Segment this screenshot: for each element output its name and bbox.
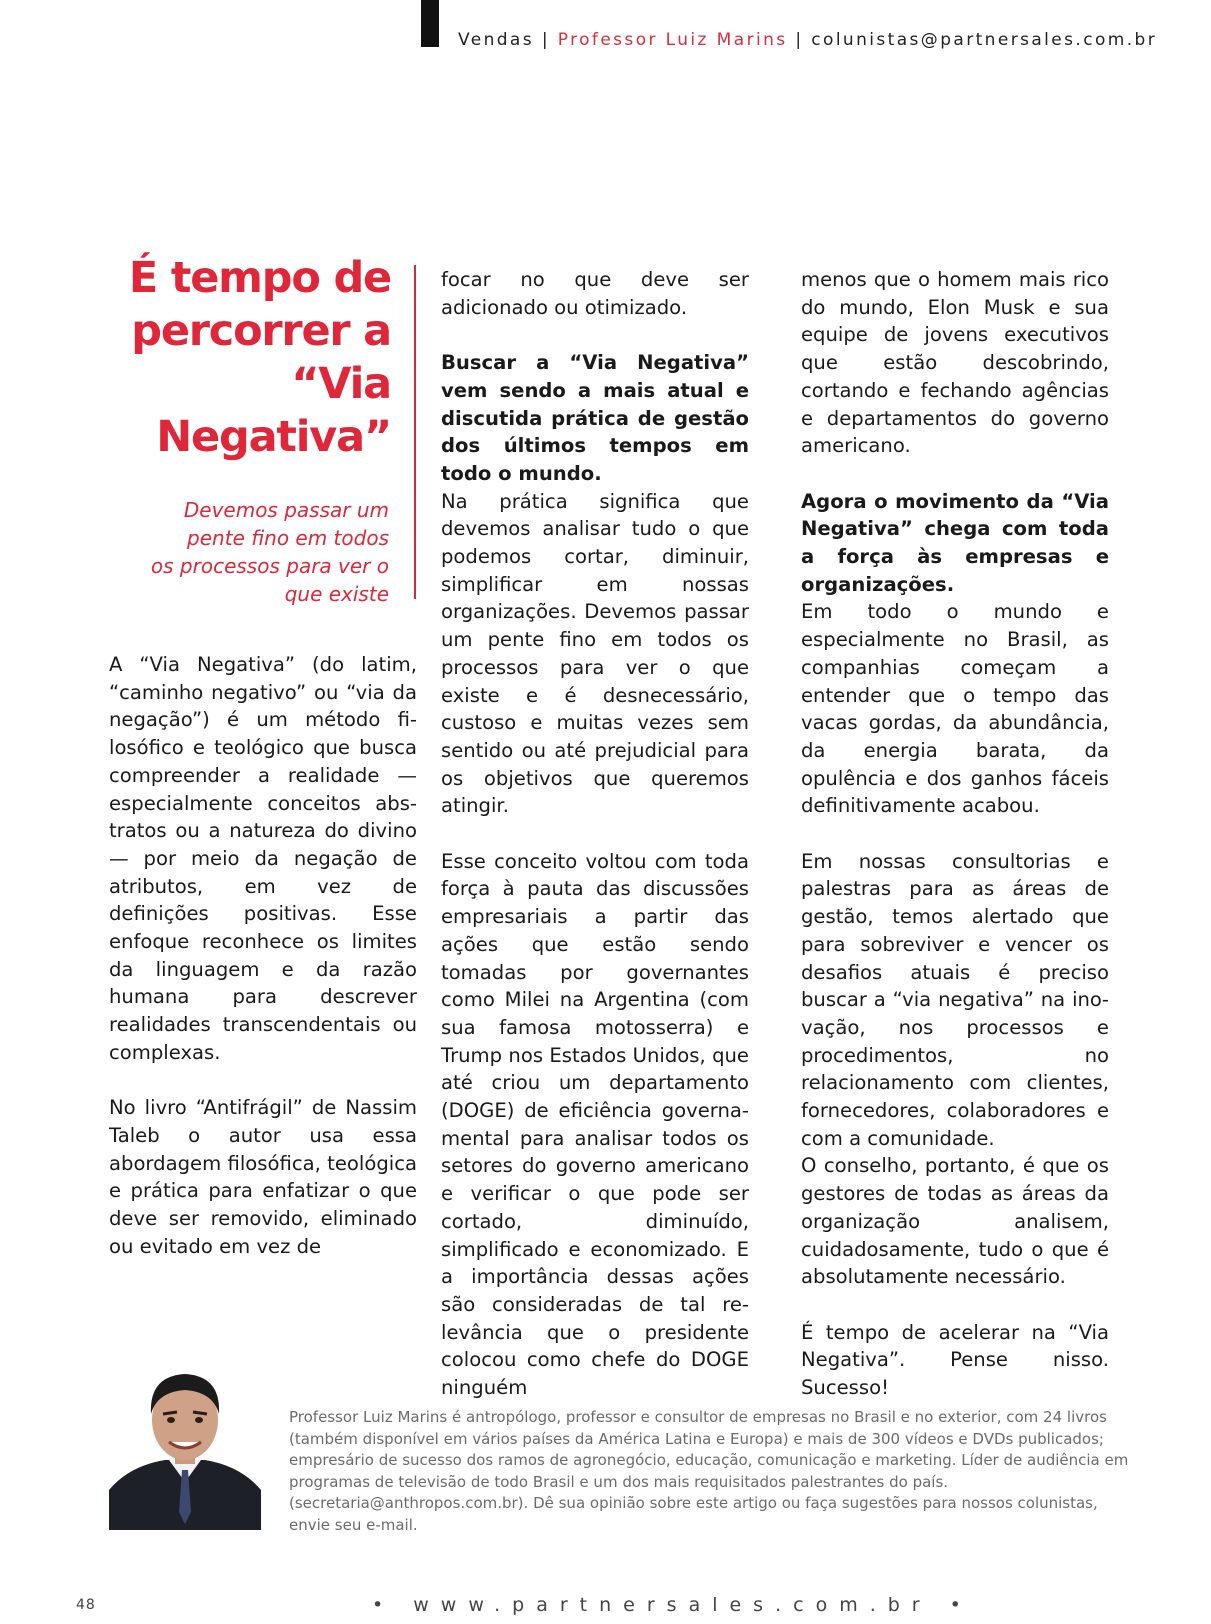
- footer-website: • www.partnersales.com.br •: [372, 1594, 973, 1616]
- paragraph: focar no que deve ser adicionado ou otimizado.: [441, 268, 749, 319]
- author-photo: [109, 1362, 261, 1530]
- pull-quote-line: Devemos passar um: [183, 498, 389, 522]
- pull-quote-line: pente fino em todos: [187, 526, 389, 550]
- bold-lead: Buscar a “Via Negativa” vem sendo a mais atual e discutida prática de gestão dos últimos tempos em todo o mundo.: [441, 351, 749, 485]
- pull-quote-line: os processos para ver o: [150, 554, 389, 578]
- title-line: “Via Negativa”: [156, 359, 391, 462]
- paragraph: Na prática significa que devemos analisar tudo o que podemos cortar, diminuir, simplificar em nossas organizações. Devemos passar um pente fino em todos os processos para ver o que existe e é desnecessário, custoso e muitas vezes sem sentido ou até prejudicial para os objetivos que queremos atingir.: [441, 489, 749, 818]
- header-separator: |: [787, 30, 812, 50]
- paragraph: Esse conceito voltou com toda força à pauta das discussões empresariais a partir das ações que estão sendo tomadas por governantes como Milei na Argentina (com sua famosa motosserra) e Trump nos Estados Unidos, que até criou um departamento (DOGE) de eficiência governamental para analisar todos os setores do governo americano e verificar o que pode ser cortado, diminuído, simplificado e economizado. E a importância dessas ações são consideradas de tal relevância que o presidente colocou como chefe do DOGE ninguém: [441, 849, 749, 1400]
- author-bio: Professor Luiz Marins é antropólogo, professor e consultor de empresas no Brasil e no exterior, com 24 livros (também disponível em vários países da América Latina e Europa) e mais de 300 vídeos e DVDs publicados; empresário de sucesso dos ramos de agronegócio, educação, comunicação e marketing. Líder de audiência em programas de televisão de todo Brasil e um dos mais requisitados palestrantes do país. (secretaria@anthropos.com.br). Dê sua opinião sobre este artigo ou faça sugestões para nossos colunistas, envie seu e-mail.: [289, 1408, 1129, 1534]
- paragraph: No livro “Antifrágil” de Nassim Taleb o autor usa essa abordagem filosófica, teológica e prática para enfatizar o que deve ser removido, eliminado ou evitado em vez de: [109, 1096, 417, 1258]
- title-line: percorrer a: [131, 306, 391, 356]
- paragraph: O conselho, portanto, é que os gestores de todas as áreas da organização analisem, cuidadosamente, tudo o que é absolutamente necessário.: [801, 1154, 1109, 1289]
- running-header: [458, 30, 1157, 50]
- article-title: [51, 252, 391, 464]
- header-separator: |: [534, 30, 558, 50]
- column-2: [441, 266, 749, 1402]
- vertical-divider: [414, 265, 416, 599]
- column-3: [801, 266, 1109, 1402]
- page-number: 48: [76, 1597, 96, 1613]
- bold-lead: Agora o movimento da “Via Negativa” chega com toda a força às empresas e organizações.: [801, 489, 1109, 596]
- paragraph: Em todo o mundo e especialmente no Brasil, as companhias começam a entender que o tempo das vacas gordas, da abundância, da energia barata, da opulência e dos ganhos fáceis definitivamente acabou.: [801, 600, 1109, 818]
- column-1: [109, 651, 417, 1260]
- header-section: Vendas: [458, 30, 535, 50]
- header-bar: [421, 0, 439, 47]
- paragraph: Em nossas consultorias e palestras para as áreas de gestão, temos alertado que para sobreviver e vencer os desafios atuais é preciso buscar a “via negativa” na inovação, nos processos e procedimentos, no relacionamento com clientes, fornecedores, colaboradores e com a comunidade.: [801, 849, 1109, 1150]
- paragraph: É tempo de acelerar na “Via Negativa”. Pense nisso. Sucesso!: [801, 1320, 1109, 1400]
- header-email: colunistas@partnersales.com.br: [811, 30, 1158, 50]
- title-line: É tempo de: [128, 253, 391, 303]
- pull-quote: [129, 496, 389, 608]
- paragraph: menos que o homem mais rico do mundo, Elon Musk e sua equipe de jovens executivos que estão descobrindo, cortando e fechando agências e departamentos do governo americano.: [801, 268, 1109, 458]
- paragraph: A “Via Negativa” (do latim, “caminho negativo” ou “via da negação”) é um método filosófico e teológico que busca compreender a realidade — especialmente conceitos abstratos ou a natureza do divino — por meio da negação de atributos, em vez de definições positivas. Esse enfoque reconhece os limites da linguagem e da razão humana para descrever realidades transcendentais ou complexas.: [109, 653, 417, 1064]
- pull-quote-line: que existe: [284, 582, 389, 606]
- header-author: Professor Luiz Marins: [557, 30, 788, 50]
